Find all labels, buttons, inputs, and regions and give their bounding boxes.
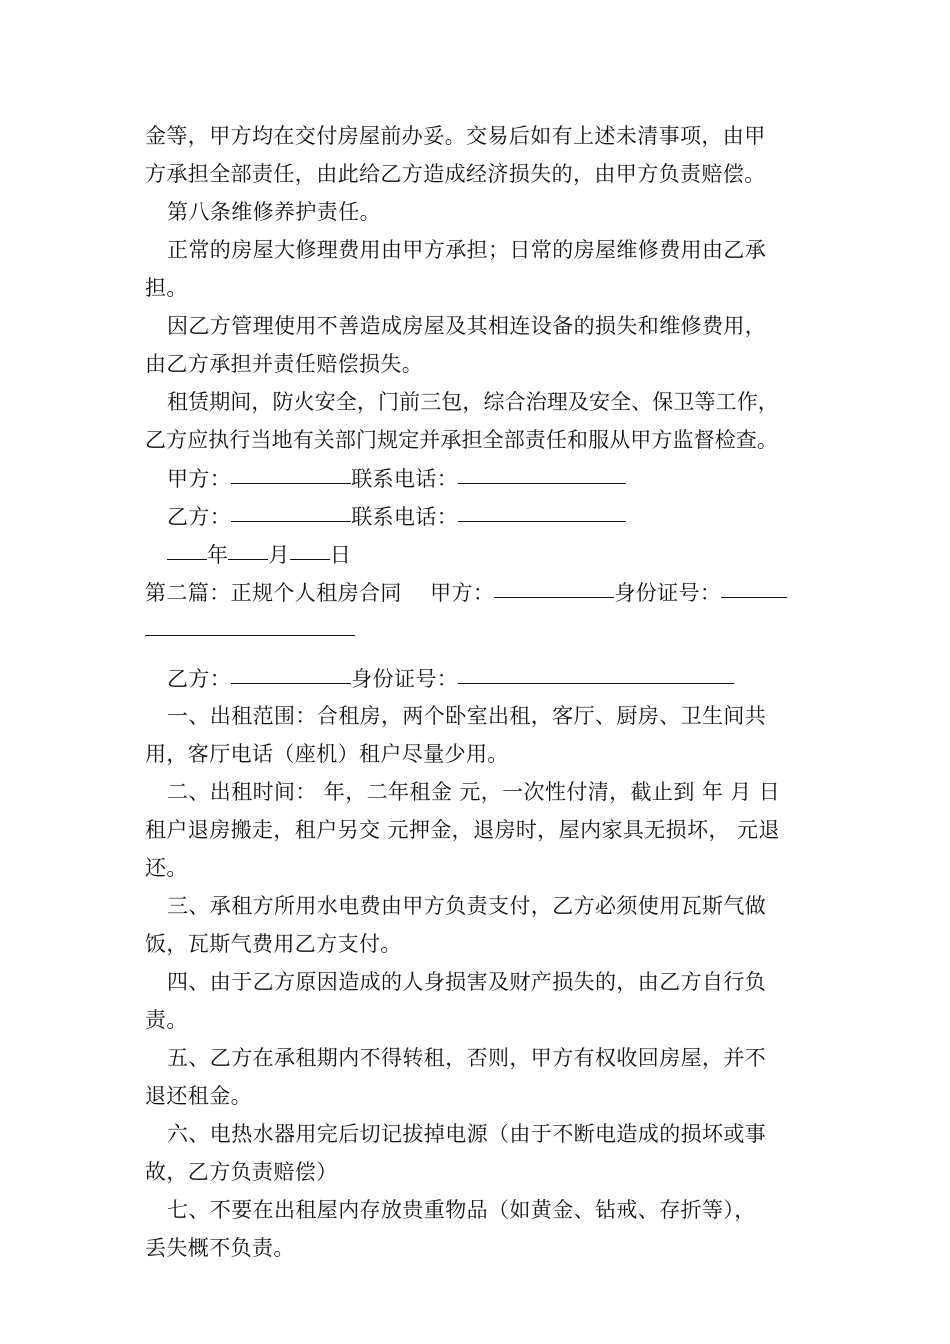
text-line: 金等，甲方均在交付房屋前办妥。交易后如有上述未清事项，由甲 xyxy=(145,124,766,148)
text-line: 担。 xyxy=(145,276,188,300)
year-label: 年 xyxy=(207,543,229,567)
clause-line: 三、承租方所用水电费由甲方负责支付，乙方必须使用瓦斯气做 xyxy=(167,894,767,918)
clause-line: 七、不要在出租屋内存放贵重物品（如黄金、钻戒、存折等）， xyxy=(167,1198,756,1222)
party-b-phone-blank[interactable] xyxy=(458,495,626,522)
id-label: 身份证号： xyxy=(351,667,459,691)
party-b-name-blank[interactable] xyxy=(231,657,351,684)
party-b-label: 乙方： xyxy=(167,505,232,529)
clause-line: 退还租金。 xyxy=(145,1084,252,1108)
text-line: 方承担全部责任，由此给乙方造成经济损失的，由甲方负责赔偿。 xyxy=(145,162,766,186)
party-a-id-blank-continued[interactable] xyxy=(145,609,355,636)
year-blank[interactable] xyxy=(167,533,207,560)
clause-line: 一、出租范围：合租房，两个卧室出租，客厅、厨房、卫生间共 xyxy=(167,704,767,728)
party-b-label: 乙方： xyxy=(167,667,232,691)
clause-line: 还。 xyxy=(145,856,188,880)
id-label: 身份证号： xyxy=(614,581,722,605)
text-line: 乙方应执行当地有关部门规定并承担全部责任和服从甲方监督检查。 xyxy=(145,428,778,452)
phone-label: 联系电话： xyxy=(351,467,459,491)
contract-title: 第二篇：正规个人租房合同 xyxy=(145,581,402,605)
clause-line: 租户退房搬走，租户另交 元押金，退房时，屋内家具无损坏， 元退 xyxy=(145,818,780,842)
clause-line: 四、由于乙方原因造成的人身损害及财产损失的，由乙方自行负 xyxy=(167,970,767,994)
party-a-blank[interactable] xyxy=(231,457,351,484)
clause-line: 二、出租时间： 年，二年租金 元，一次性付清，截止到 年 月 日 xyxy=(167,780,781,804)
party-a-id-blank[interactable] xyxy=(721,571,787,598)
clause-line: 五、乙方在承租期内不得转租，否则，甲方有权收回房屋，并不 xyxy=(167,1046,767,1070)
text-line: 因乙方管理使用不善造成房屋及其相连设备的损失和维修费用， xyxy=(167,314,767,338)
month-blank[interactable] xyxy=(228,533,268,560)
second-contract-heading xyxy=(145,573,817,611)
party-b-blank[interactable] xyxy=(231,495,351,522)
party-a-label: 甲方： xyxy=(167,467,232,491)
party-a-id-continuation xyxy=(145,611,817,649)
clause-line: 六、电热水器用完后切记拔掉电源（由于不断电造成的损坏或事 xyxy=(167,1122,767,1146)
text-line: 租赁期间，防火安全，门前三包，综合治理及安全、保卫等工作， xyxy=(167,390,779,414)
clause-line: 责。 xyxy=(145,1008,188,1032)
party-a-label: 甲方： xyxy=(430,581,495,605)
clause-line: 丢失概不负责。 xyxy=(145,1236,295,1260)
document-body xyxy=(145,117,817,1267)
clause-line: 故，乙方负责赔偿） xyxy=(145,1160,338,1184)
phone-label: 联系电话： xyxy=(351,505,459,529)
second-contract-party-b xyxy=(145,659,817,697)
text-line: 由乙方承担并责任赔偿损失。 xyxy=(145,352,424,376)
signature-date xyxy=(145,535,817,573)
article-heading: 第八条维修养护责任。 xyxy=(167,200,381,224)
day-label: 日 xyxy=(329,543,352,567)
clause-line: 饭，瓦斯气费用乙方支付。 xyxy=(145,932,402,956)
signature-party-a xyxy=(145,459,817,497)
day-blank[interactable] xyxy=(290,533,330,560)
month-label: 月 xyxy=(268,543,290,567)
party-b-id-blank[interactable] xyxy=(458,657,734,684)
text-line: 正常的房屋大修理费用由甲方承担；日常的房屋维修费用由乙承 xyxy=(167,238,767,262)
signature-party-b xyxy=(145,497,817,535)
clause-line: 用，客厅电话（座机）租户尽量少用。 xyxy=(145,742,509,766)
party-a-phone-blank[interactable] xyxy=(458,457,626,484)
party-a-name-blank[interactable] xyxy=(494,571,614,598)
